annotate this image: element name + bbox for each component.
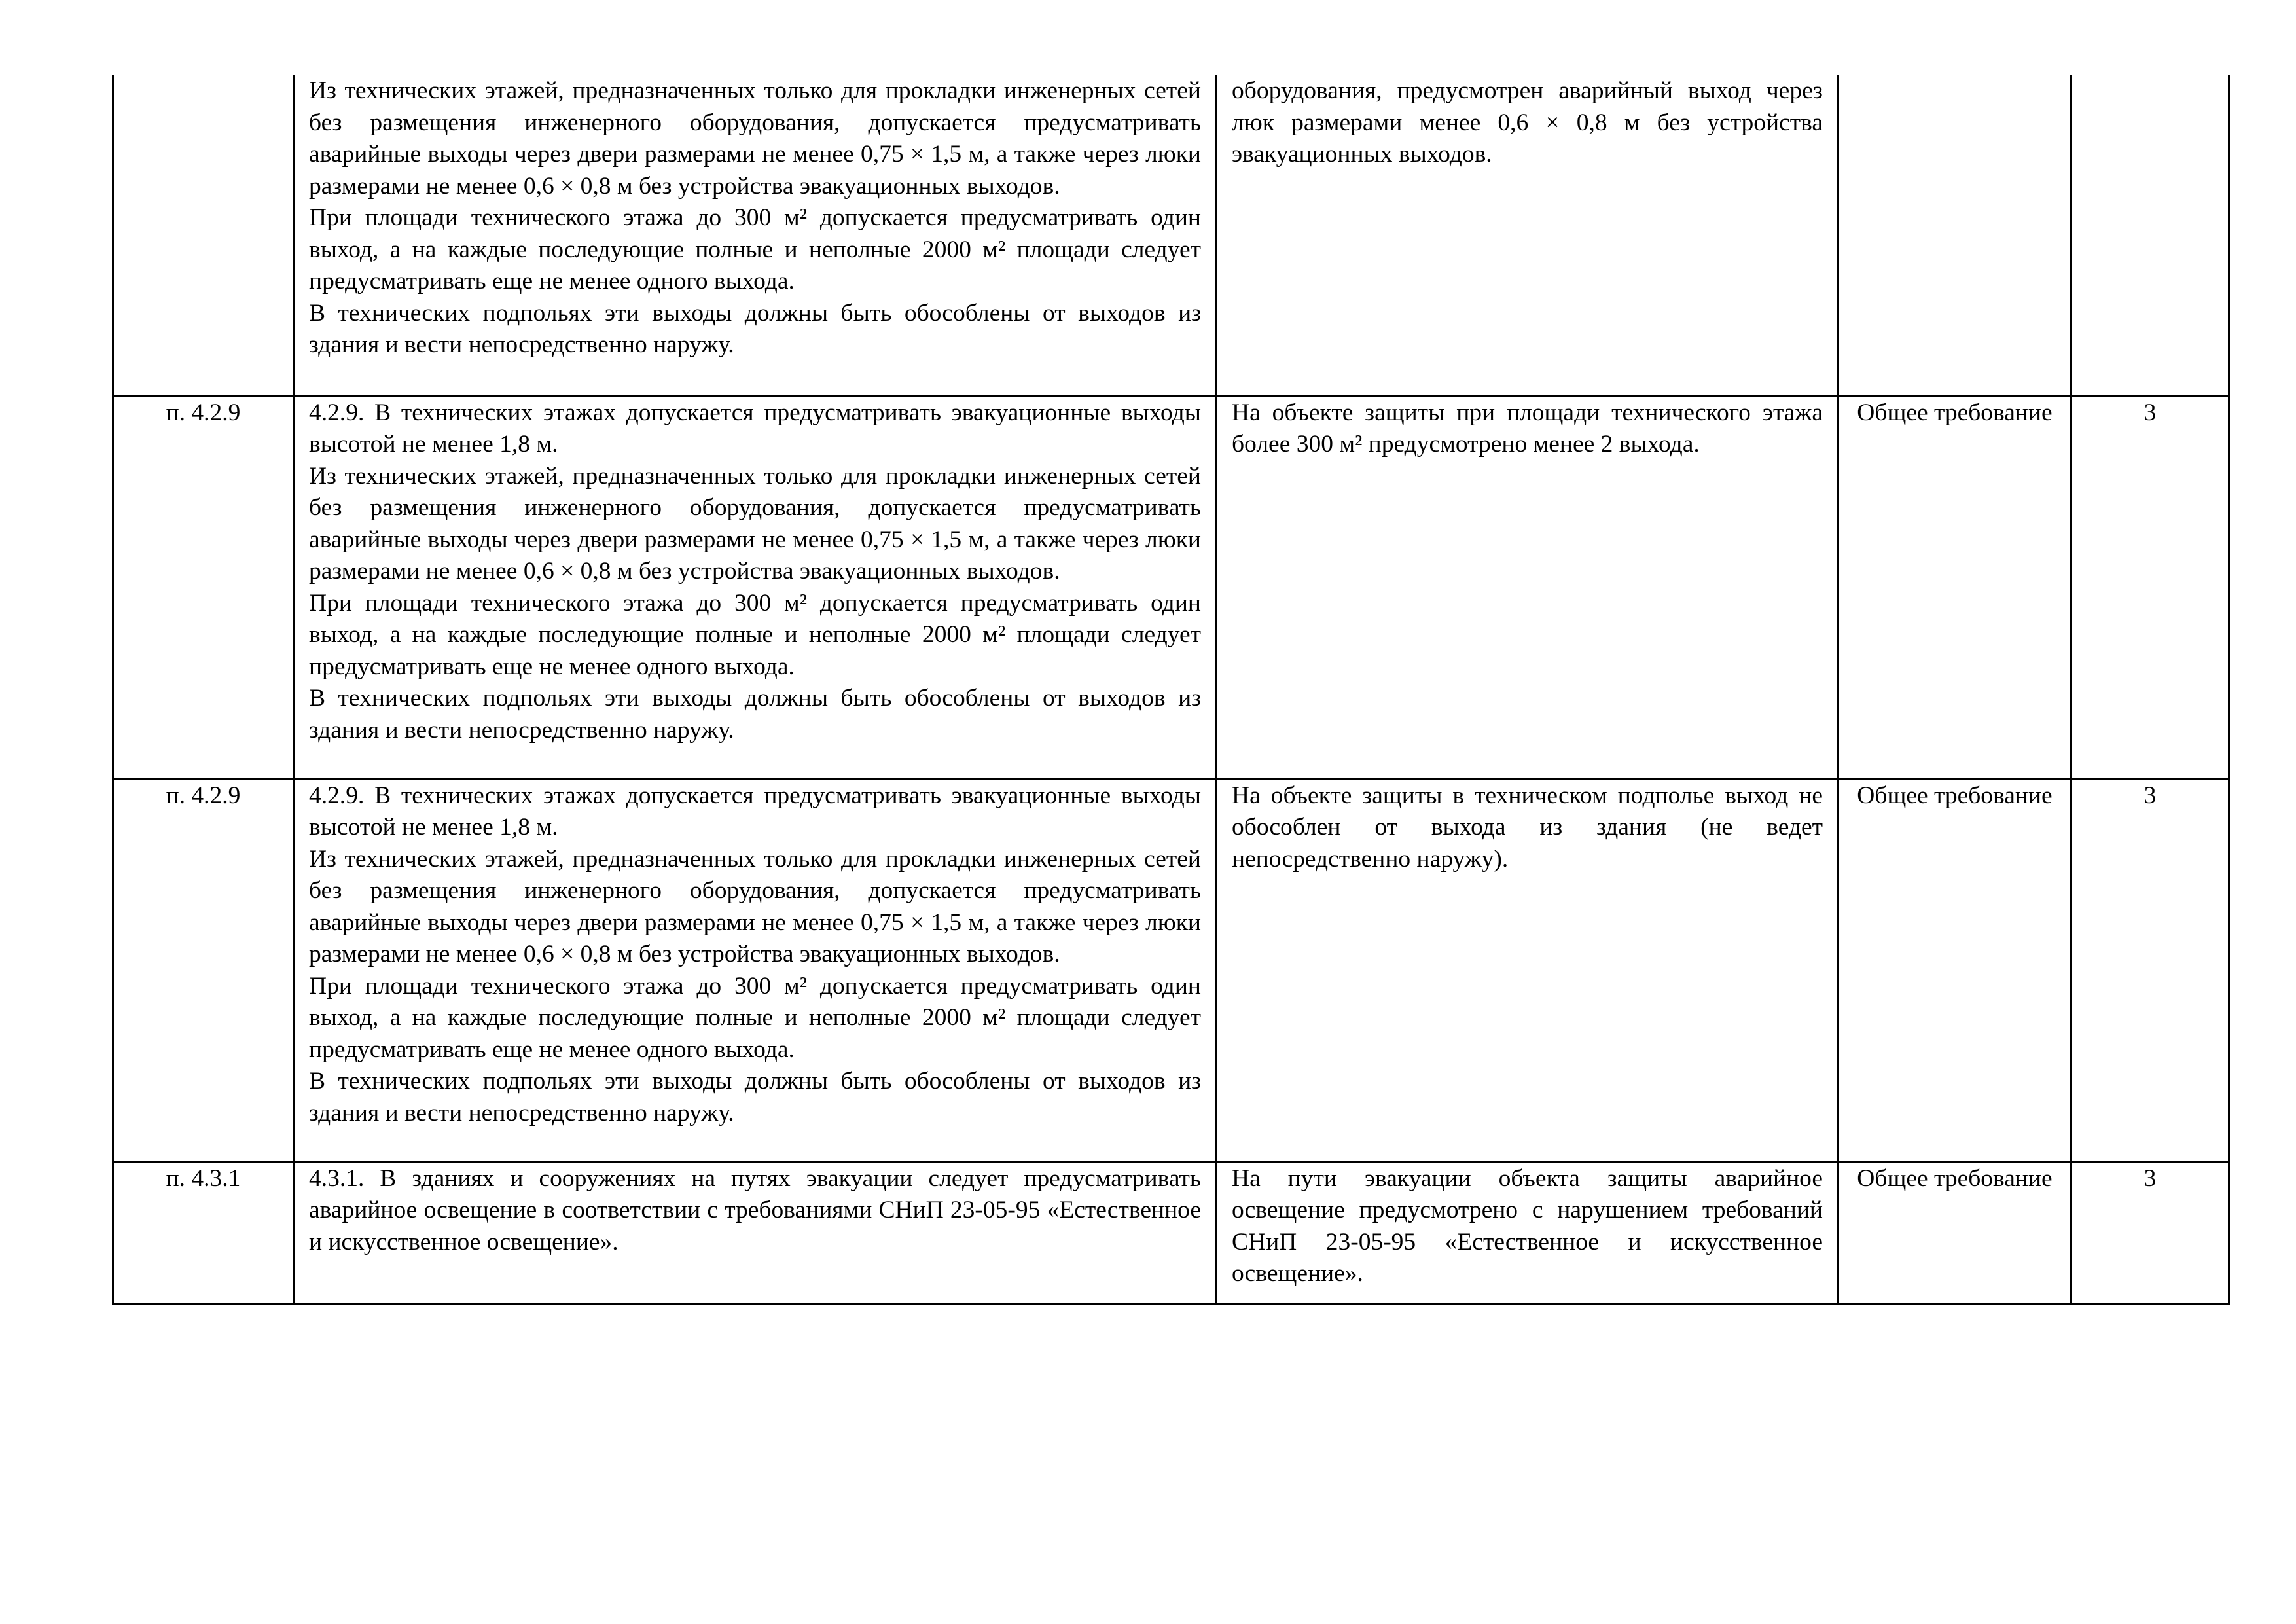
clause-cell: п. 4.3.1	[113, 1162, 294, 1304]
requirement-type-cell: Общее требование	[1839, 396, 2072, 779]
requirement-type-cell: Общее требование	[1839, 1162, 2072, 1304]
clause-cell	[113, 75, 294, 396]
norm-paragraph: 4.2.9. В технических этажах допускается предусматривать эвакуационные выходы высотой не менее 1,8 м.	[309, 399, 1201, 458]
norm-paragraph: 4.3.1. В зданиях и сооружениях на путях эвакуации следует предусматривать аварийное освещение в соответствии с требованиями СНиП 23-05-95 «Естественное и искусственное освещение».	[309, 1164, 1201, 1255]
clause-cell: п. 4.2.9	[113, 779, 294, 1162]
finding-cell: На пути эвакуации объекта защиты аварийное освещение предусмотрено с нарушением требований СНиП 23-05-95 «Естественное и искусственное освещение».	[1217, 1162, 1839, 1304]
violations-table	[112, 75, 2230, 1305]
finding-cell: оборудования, предусмотрен аварийный выход через люк размерами менее 0,6 × 0,8 м без устройства эвакуационных выходов.	[1217, 75, 1839, 396]
norm-text-cell	[294, 1162, 1217, 1304]
count-cell: 3	[2072, 1162, 2229, 1304]
norm-paragraph: При площади технического этажа до 300 м² допускается предусматривать один выход, а на каждые последующие полные и неполные 2000 м² площади следует предусматривать еще не менее одного выхода.	[309, 589, 1201, 680]
norm-paragraph: При площади технического этажа до 300 м² допускается предусматривать один выход, а на каждые последующие полные и неполные 2000 м² площади следует предусматривать еще не менее одного выхода.	[309, 972, 1201, 1063]
table-row	[113, 779, 2229, 1162]
norm-paragraph: В технических подпольях эти выходы должны быть обособлены от выходов из здания и вести непосредственно наружу.	[309, 685, 1201, 744]
norm-paragraph: При площади технического этажа до 300 м² допускается предусматривать один выход, а на каждые последующие полные и неполные 2000 м² площади следует предусматривать еще не менее одного выхода.	[309, 204, 1201, 295]
clause-cell: п. 4.2.9	[113, 396, 294, 779]
requirement-type-cell: Общее требование	[1839, 779, 2072, 1162]
count-cell: 3	[2072, 396, 2229, 779]
table-row	[113, 75, 2229, 396]
norm-paragraph: В технических подпольях эти выходы должны быть обособлены от выходов из здания и вести непосредственно наружу.	[309, 1068, 1201, 1127]
norm-text-cell	[294, 75, 1217, 396]
count-cell	[2072, 75, 2229, 396]
norm-text-cell	[294, 396, 1217, 779]
table-row	[113, 396, 2229, 779]
norm-text-cell	[294, 779, 1217, 1162]
norm-paragraph: Из технических этажей, предназначенных только для прокладки инженерных сетей без размещения инженерного оборудования, допускается предусматривать аварийные выходы через двери размерами не менее 0,75 × 1,5 м, а также через люки размерами не менее 0,6 × 0,8 м без устройства эвакуационных выходов.	[309, 462, 1201, 585]
norm-paragraph: 4.2.9. В технических этажах допускается предусматривать эвакуационные выходы высотой не менее 1,8 м.	[309, 782, 1201, 840]
table-row	[113, 1162, 2229, 1304]
norm-paragraph: Из технических этажей, предназначенных только для прокладки инженерных сетей без размещения инженерного оборудования, допускается предусматривать аварийные выходы через двери размерами не менее 0,75 × 1,5 м, а также через люки размерами не менее 0,6 × 0,8 м без устройства эвакуационных выходов.	[309, 77, 1201, 200]
norm-paragraph: Из технических этажей, предназначенных только для прокладки инженерных сетей без размещения инженерного оборудования, допускается предусматривать аварийные выходы через двери размерами не менее 0,75 × 1,5 м, а также через люки размерами не менее 0,6 × 0,8 м без устройства эвакуационных выходов.	[309, 845, 1201, 967]
finding-cell: На объекте защиты при площади технического этажа более 300 м² предусмотрено менее 2 выхода.	[1217, 396, 1839, 779]
requirement-type-cell	[1839, 75, 2072, 396]
finding-cell: На объекте защиты в техническом подполье выход не обособлен от выхода из здания (не ведет непосредственно наружу).	[1217, 779, 1839, 1162]
count-cell: 3	[2072, 779, 2229, 1162]
norm-paragraph: В технических подпольях эти выходы должны быть обособлены от выходов из здания и вести непосредственно наружу.	[309, 299, 1201, 358]
